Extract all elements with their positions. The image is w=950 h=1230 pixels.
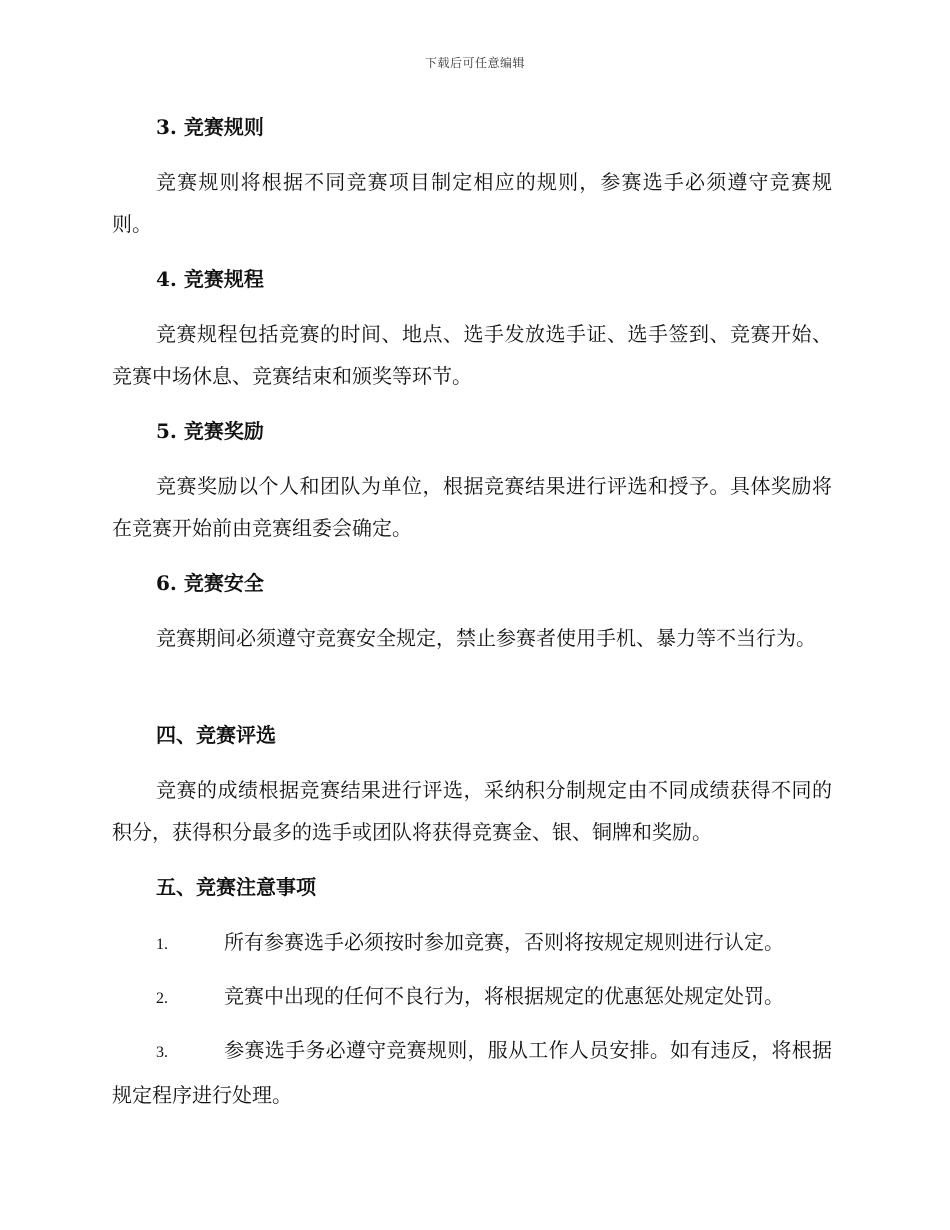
section-body-awards: 竞赛奖励以个人和团队为单位，根据竞赛结果进行评选和授予。具体奖励将在竞赛开始前由竞赛组委会确定。 bbox=[112, 474, 832, 540]
list-item-number: 3. bbox=[156, 1044, 168, 1061]
section-heading-evaluation: 四、竞赛评选 bbox=[156, 723, 276, 747]
section-heading-rules: 3. 竞赛规则 bbox=[156, 115, 264, 139]
list-item-text: 竞赛中出现的任何不良行为，将根据规定的优惠惩处规定处罚。 bbox=[224, 984, 784, 1008]
notes-list-item bbox=[112, 975, 832, 1020]
section-heading-notes: 五、竞赛注意事项 bbox=[156, 875, 316, 899]
section-body-procedures: 竞赛规程包括竞赛的时间、地点、选手发放选手证、选手签到、竞赛开始、竞赛中场休息、竞赛结束和颁奖等环节。 bbox=[112, 322, 832, 388]
section-heading-procedures: 4. 竞赛规程 bbox=[156, 267, 264, 291]
section-heading-awards: 5. 竞赛奖励 bbox=[156, 419, 264, 443]
list-item-text: 所有参赛选手必须按时参加竞赛，否则将按规定规则进行认定。 bbox=[224, 930, 784, 954]
section-heading-safety: 6. 竞赛安全 bbox=[156, 571, 264, 595]
notes-list-item bbox=[112, 921, 832, 966]
list-item-number: 1. bbox=[156, 936, 168, 953]
page-header: 下载后可任意编辑 bbox=[424, 56, 525, 70]
section-body-evaluation: 竞赛的成绩根据竞赛结果进行评选，采纳积分制规定由不同成绩获得不同的积分，获得积分最多的选手或团队将获得竞赛金、银、铜牌和奖励。 bbox=[112, 778, 832, 844]
list-item-number: 2. bbox=[156, 990, 168, 1007]
list-item-text: 参赛选手务必遵守竞赛规则，服从工作人员安排。如有违反，将根据规定程序进行处理。 bbox=[112, 1038, 832, 1107]
section-body-rules: 竞赛规则将根据不同竞赛项目制定相应的规则，参赛选手必须遵守竞赛规则。 bbox=[112, 170, 832, 236]
section-body-safety: 竞赛期间必须遵守竞赛安全规定，禁止参赛者使用手机、暴力等不当行为。 bbox=[156, 626, 816, 650]
notes-list-item bbox=[112, 1029, 832, 1116]
